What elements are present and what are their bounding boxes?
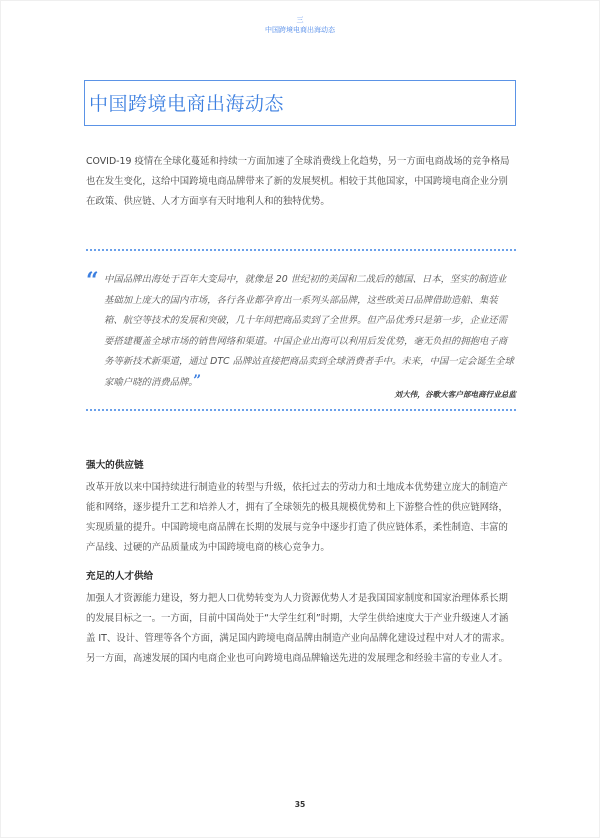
section-title-box — [84, 80, 516, 126]
close-quote-icon: ” — [193, 372, 202, 389]
section-body: 加强人才资源能力建设，努力把人口优势转变为人力资源优势人才是我国国家制度和国家治理体系长期的发展目标之一。一方面，目前中国尚处于“大学生红利”时期，大学生供给速度大于产业升级速人才涵盖 IT、设计、管理等各个方面，满足国内跨境电商品牌由制造产业向品牌化建设过程中对人才的需求。另一方面，高速发展的国内电商企业也可向跨境电商品牌输送先进的发展理念和经验丰富的专业人才。 — [86, 593, 510, 664]
quote-text: 中国品牌出海处于百年大变局中，就像是 20 世纪初的美国和二战后的德国、日本，坚实的制造业基础加上庞大的国内市场，各行各业都孕育出一系列头部品牌，这些欧美日品牌借助造船、集装箱、航空等技术的发展和突破，几十年间把商品卖到了全世界。但产品优秀只是第一步，企业还需要搭建覆盖全球市场的销售网络和渠道。中国企业出海可以利用后发优势，毫无负担的拥抱电子商务等新技术新渠道，通过 DTC 品牌站直接把商品卖到全球消费者手中。未来，中国一定会诞生全球家喻户晓的消费品牌。 — [104, 274, 514, 388]
page-number: 35 — [294, 800, 306, 809]
chapter-header — [0, 16, 600, 35]
chapter-title: 中国跨境电商出海动态 — [265, 26, 335, 34]
quote-attribution: 刘大伟，谷歌大客户部电商行业总监 — [394, 390, 516, 399]
section-talent-supply — [86, 570, 516, 669]
section-body: 改革开放以来中国持续进行制造业的转型与升级，依托过去的劳动力和土地成本优势建立庞大的制造产能和网络，逐步提升工艺和培养人才，拥有了全球领先的极具规模优势和上下游整合性的供应链网络，实现质量的提升。中国跨境电商品牌在长期的发展与竞争中逐步打造了供应链体系，柔性制造、丰富的产品线、过硬的产品质量成为中国跨境电商的核心竞争力。 — [86, 482, 508, 553]
intro-paragraph: COVID-19 疫情在全球化蔓延和持续一方面加速了全球消费线上化趋势，另一方面电商战场的竞争格局也在发生变化，这给中国跨境电商品牌带来了新的发展契机。相较于其他国家，中国跨境电商企业分别在政策、供应链、人才方面享有天时地利人和的独特优势。 — [86, 156, 510, 207]
quote-bottom-divider — [86, 409, 516, 411]
section-heading: 强大的供应链 — [86, 460, 144, 471]
chapter-number: 三 — [296, 16, 304, 24]
section-supply-chain — [86, 459, 516, 558]
page-title: 中国跨境电商出海动态 — [89, 93, 285, 115]
quote-block — [104, 270, 514, 393]
section-heading: 充足的人才供给 — [86, 571, 154, 582]
open-quote-icon: “ — [86, 268, 99, 294]
quote-top-divider — [86, 249, 516, 251]
